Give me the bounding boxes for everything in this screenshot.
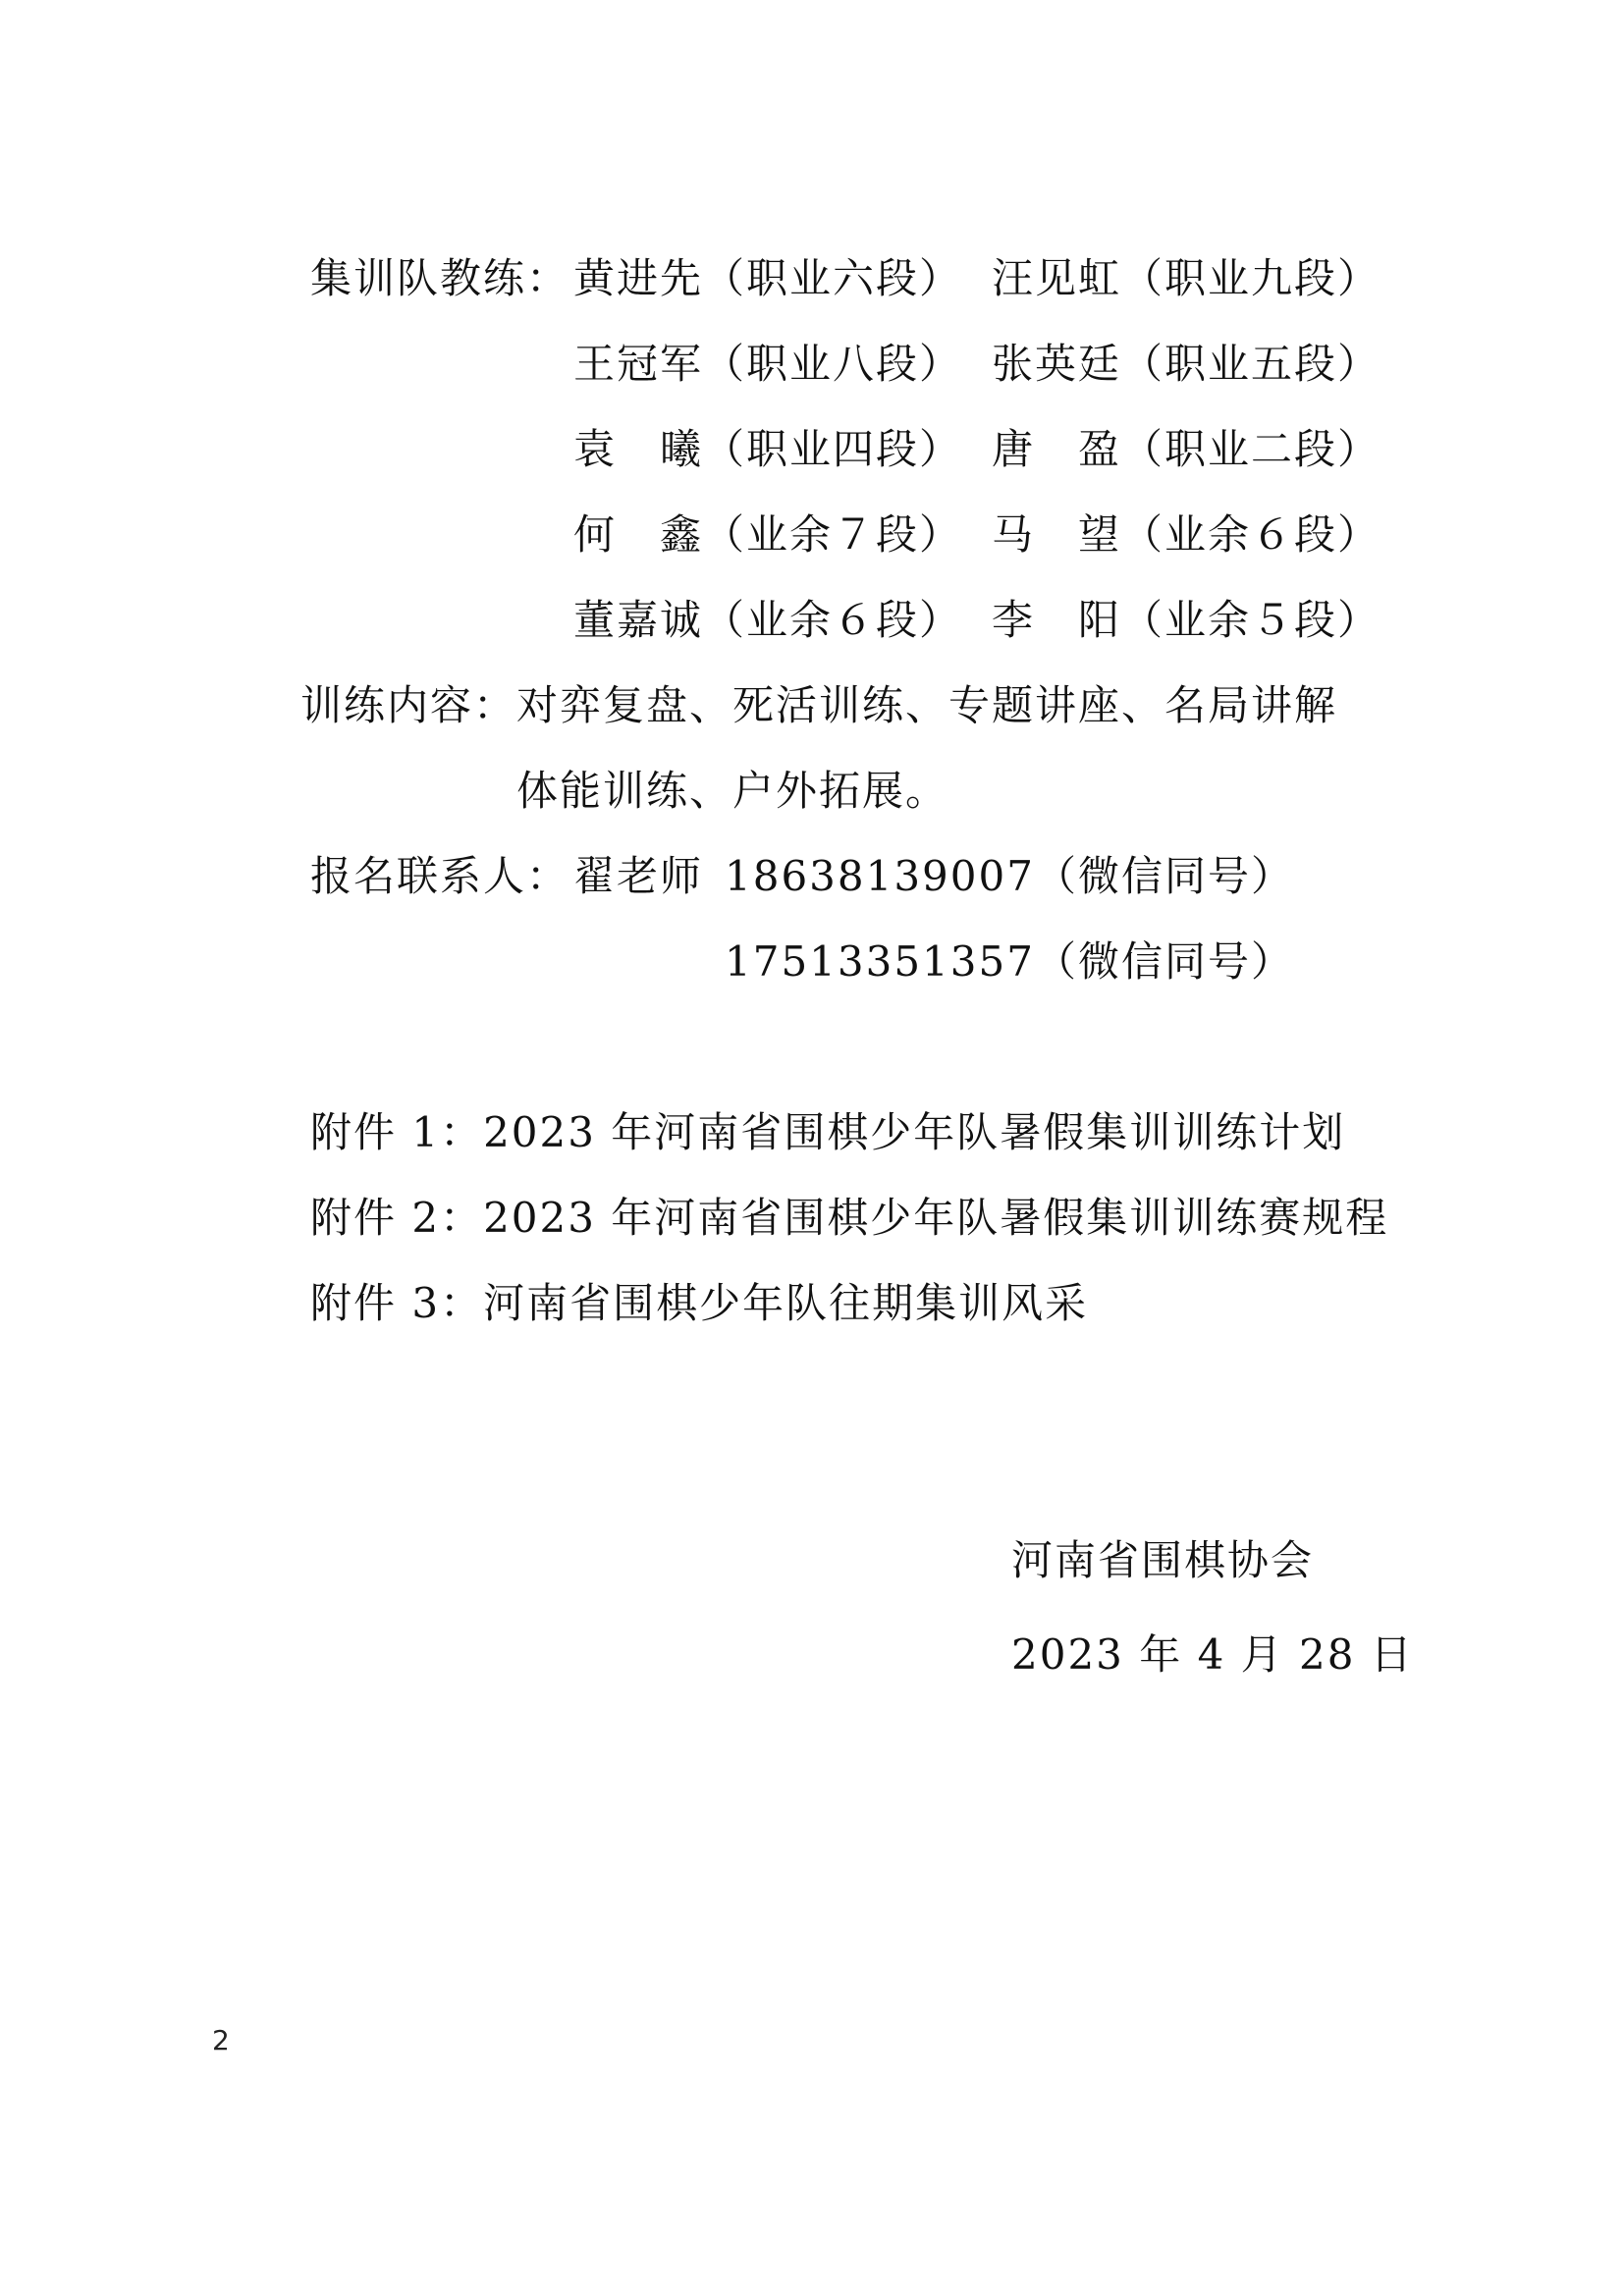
attachment-item: 附件 3：河南省围棋少年队往期集训风采 xyxy=(310,1279,1089,1327)
coach-entry: 李 阳（业余５段） xyxy=(992,596,1381,644)
signature-org: 河南省围棋协会 xyxy=(1011,1536,1315,1584)
page-number: 2 xyxy=(212,2024,230,2056)
coach-entry: 袁 曦（职业四段） xyxy=(573,425,963,473)
coach-entry: 王冠军（职业八段） xyxy=(573,340,963,388)
contact-phone: 18638139007（微信同号） xyxy=(725,852,1294,900)
coach-entry: 汪见虹（职业九段） xyxy=(992,254,1381,302)
coach-entry: 张英廷（职业五段） xyxy=(992,340,1381,388)
contact-label: 报名联系人： xyxy=(310,852,570,900)
attachment-item: 附件 2：2023 年河南省围棋少年队暑假集训训练赛规程 xyxy=(310,1194,1389,1242)
coach-entry: 唐 盈（职业二段） xyxy=(992,425,1381,473)
coaches-label: 集训队教练： xyxy=(310,254,570,302)
training-content-line: 体能训练、户外拓展。 xyxy=(516,767,949,815)
training-content-line: 对弈复盘、死活训练、专题讲座、名局讲解 xyxy=(516,681,1338,729)
attachment-item: 附件 1：2023 年河南省围棋少年队暑假集训训练计划 xyxy=(310,1108,1346,1156)
coach-entry: 董嘉诚（业余６段） xyxy=(573,596,963,644)
contact-phone: 17513351357（微信同号） xyxy=(725,937,1294,986)
coach-entry: 何 鑫（业余７段） xyxy=(573,510,963,559)
training-label: 训练内容： xyxy=(300,681,517,729)
contact-name: 翟老师 xyxy=(573,852,704,900)
coach-entry: 黄进先（职业六段） xyxy=(573,254,963,302)
coach-entry: 马 望（业余６段） xyxy=(992,510,1381,559)
signature-date: 2023 年 4 月 28 日 xyxy=(1011,1630,1414,1679)
